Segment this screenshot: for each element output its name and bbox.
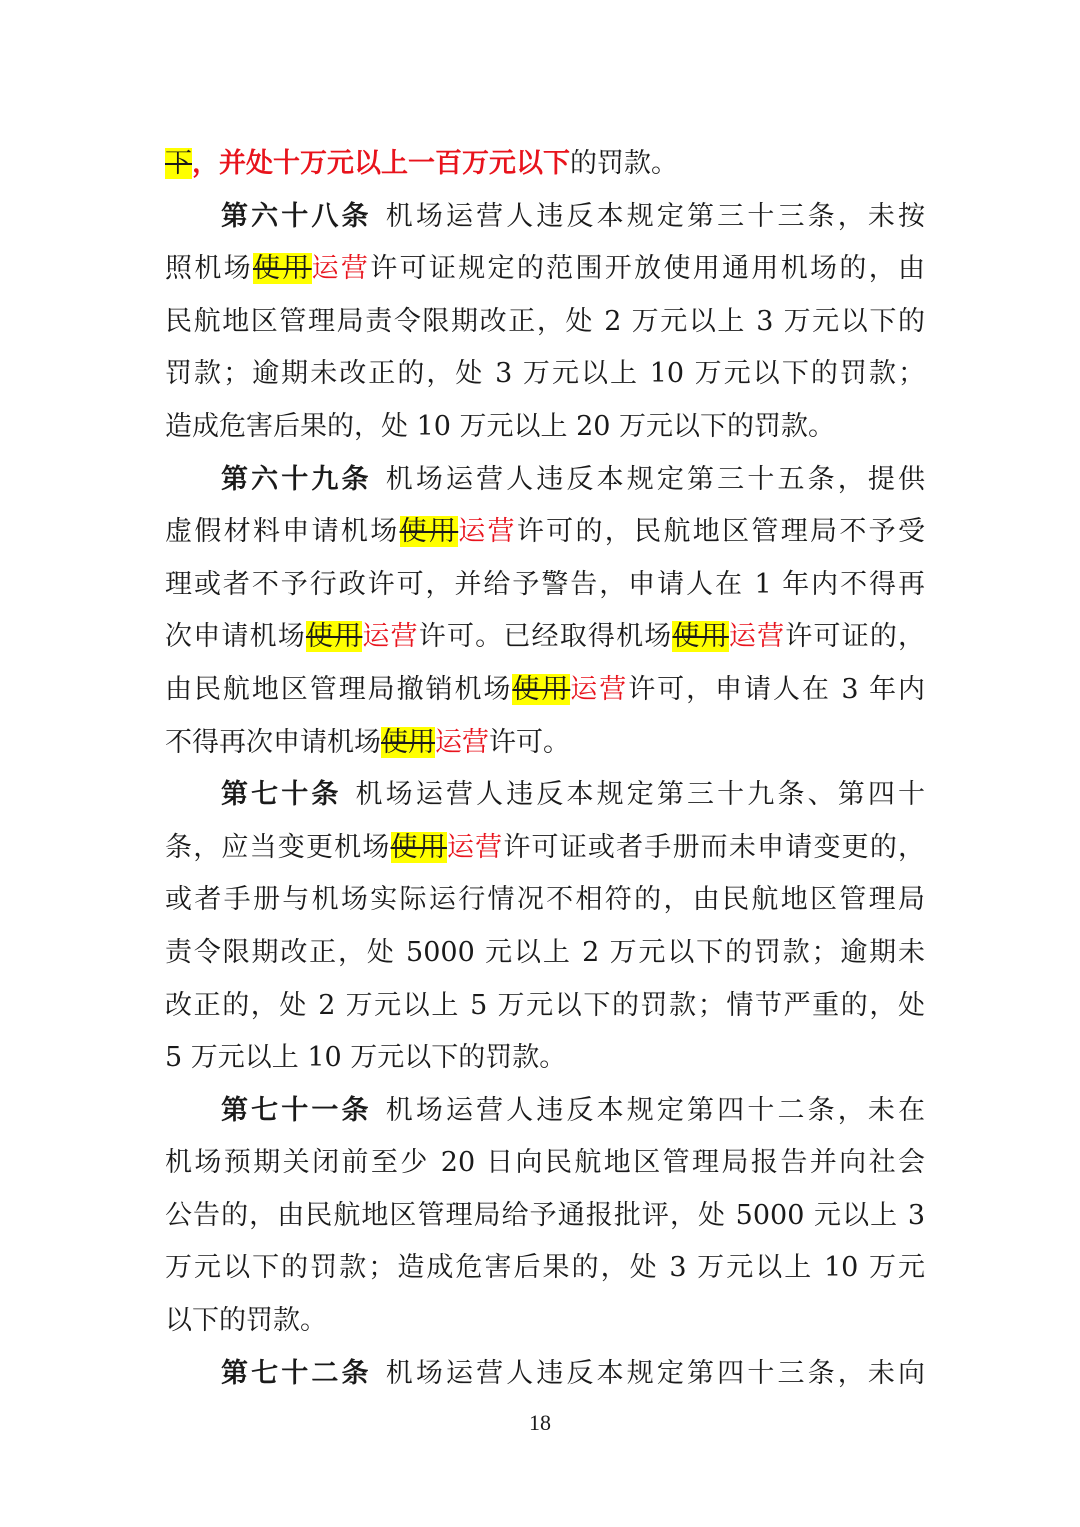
line-text: 许可。	[489, 726, 570, 758]
line-text: 或者手册与机场实际运行情况不相符的，由民航地区管理局	[165, 884, 925, 916]
line-text: 许可证的，	[785, 621, 926, 653]
line-text: 改正的，处 2 万元以上 5 万元以下的罚款；情节严重的，处	[165, 989, 925, 1021]
deleted-text: 使用	[305, 621, 363, 653]
line-text: 公告的，由民航地区管理局给予通报批评，处 5000 元以上 3	[165, 1199, 925, 1231]
article-69-heading-line	[165, 454, 925, 507]
line-text: 责令限期改正，处 5000 元以上 2 万元以下的罚款；逾期未	[165, 936, 925, 968]
inserted-text: 运营	[728, 621, 786, 653]
paragraph-line	[165, 1190, 925, 1243]
paragraph-line	[165, 348, 925, 401]
paragraph-line	[165, 611, 925, 664]
article-68-heading-line	[165, 191, 925, 244]
deleted-text: 下	[165, 148, 192, 179]
line-text: 机场运营人违反本规定第四十二条，未在	[385, 1094, 926, 1126]
line-text: 民航地区管理局责令限期改正，处 2 万元以上 3 万元以下的	[165, 305, 925, 337]
article-72-heading-line	[165, 1348, 925, 1401]
paragraph-line	[165, 138, 925, 191]
paragraph-line	[165, 559, 925, 612]
document-body	[165, 138, 925, 1400]
article-number: 第七十一条	[221, 1094, 372, 1126]
line-text: 罚款；逾期未改正的，处 3 万元以上 10 万元以下的罚款；	[165, 358, 925, 390]
line-text: 许可。已经取得机场	[418, 621, 673, 653]
line-text: 理或者不予行政许可，并给予警告，申请人在 1 年内不得再	[165, 568, 925, 600]
paragraph-line	[165, 401, 925, 454]
paragraph-line	[165, 980, 925, 1033]
inserted-text: 运营	[446, 831, 504, 863]
deleted-text: 使用	[252, 253, 312, 285]
paragraph-line	[165, 822, 925, 875]
line-text: 机场运营人违反本规定第四十三条，未向	[385, 1357, 926, 1389]
line-text: 5 万元以上 10 万元以下的罚款。	[165, 1042, 567, 1074]
deleted-text: 使用	[512, 673, 571, 705]
article-number: 第七十二条	[221, 1357, 372, 1389]
paragraph-line	[165, 1137, 925, 1190]
paragraph-line	[165, 874, 925, 927]
article-70-heading-line	[165, 769, 925, 822]
paragraph-line	[165, 1295, 925, 1348]
article-71-heading-line	[165, 1085, 925, 1138]
inserted-text: 运营	[458, 516, 517, 548]
paragraph-line	[165, 927, 925, 980]
deleted-text: 使用	[381, 726, 435, 758]
inserted-text: 运营	[570, 673, 629, 705]
article-number: 第六十九条	[221, 463, 372, 495]
line-text: 机场预期关闭前至少 20 日向民航地区管理局报告并向社会	[165, 1147, 925, 1179]
page-number: 18	[529, 1410, 551, 1435]
paragraph-line	[165, 717, 925, 770]
deleted-text: 使用	[399, 516, 459, 548]
line-text: 机场运营人违反本规定第三十五条，提供	[385, 463, 926, 495]
deleted-text: 使用	[390, 831, 447, 863]
article-number: 第七十条	[221, 779, 342, 811]
inserted-text: ，并处十万元以上一百万元以下	[192, 148, 570, 179]
paragraph-line	[165, 664, 925, 717]
line-text: 不得再次申请机场	[165, 726, 381, 758]
line-text: 照机场	[165, 253, 253, 285]
line-text: 条，应当变更机场	[165, 831, 391, 863]
inserted-text: 运营	[362, 621, 419, 653]
line-text: 机场运营人违反本规定第三十九条、第四十	[355, 779, 926, 811]
deleted-text: 使用	[672, 621, 729, 653]
line-text: 虚假材料申请机场	[165, 516, 400, 548]
line-text: 的罚款。	[570, 148, 678, 179]
line-text: 次申请机场	[165, 621, 306, 653]
inserted-text: 运营	[435, 726, 489, 758]
line-text: 许可证规定的范围开放使用通用机场的，由	[370, 253, 926, 285]
line-text: 由民航地区管理局撤销机场	[165, 673, 513, 705]
paragraph-line	[165, 506, 925, 559]
article-number: 第六十八条	[221, 200, 372, 232]
paragraph-line	[165, 1032, 925, 1085]
paragraph-line	[165, 296, 925, 349]
paragraph-line	[165, 1242, 925, 1295]
inserted-text: 运营	[311, 253, 371, 285]
line-text: 万元以下的罚款；造成危害后果的，处 3 万元以上 10 万元	[165, 1252, 925, 1284]
line-text: 以下的罚款。	[165, 1305, 327, 1337]
line-text: 造成危害后果的，处 10 万元以上 20 万元以下的罚款。	[165, 410, 836, 442]
line-text: 许可的，民航地区管理局不予受	[516, 516, 926, 548]
line-text: 机场运营人违反本规定第三十三条，未按	[385, 200, 926, 232]
line-text: 许可证或者手册而未申请变更的，	[503, 831, 926, 863]
line-text: 许可，申请人在 3 年内	[628, 673, 926, 705]
paragraph-line	[165, 243, 925, 296]
